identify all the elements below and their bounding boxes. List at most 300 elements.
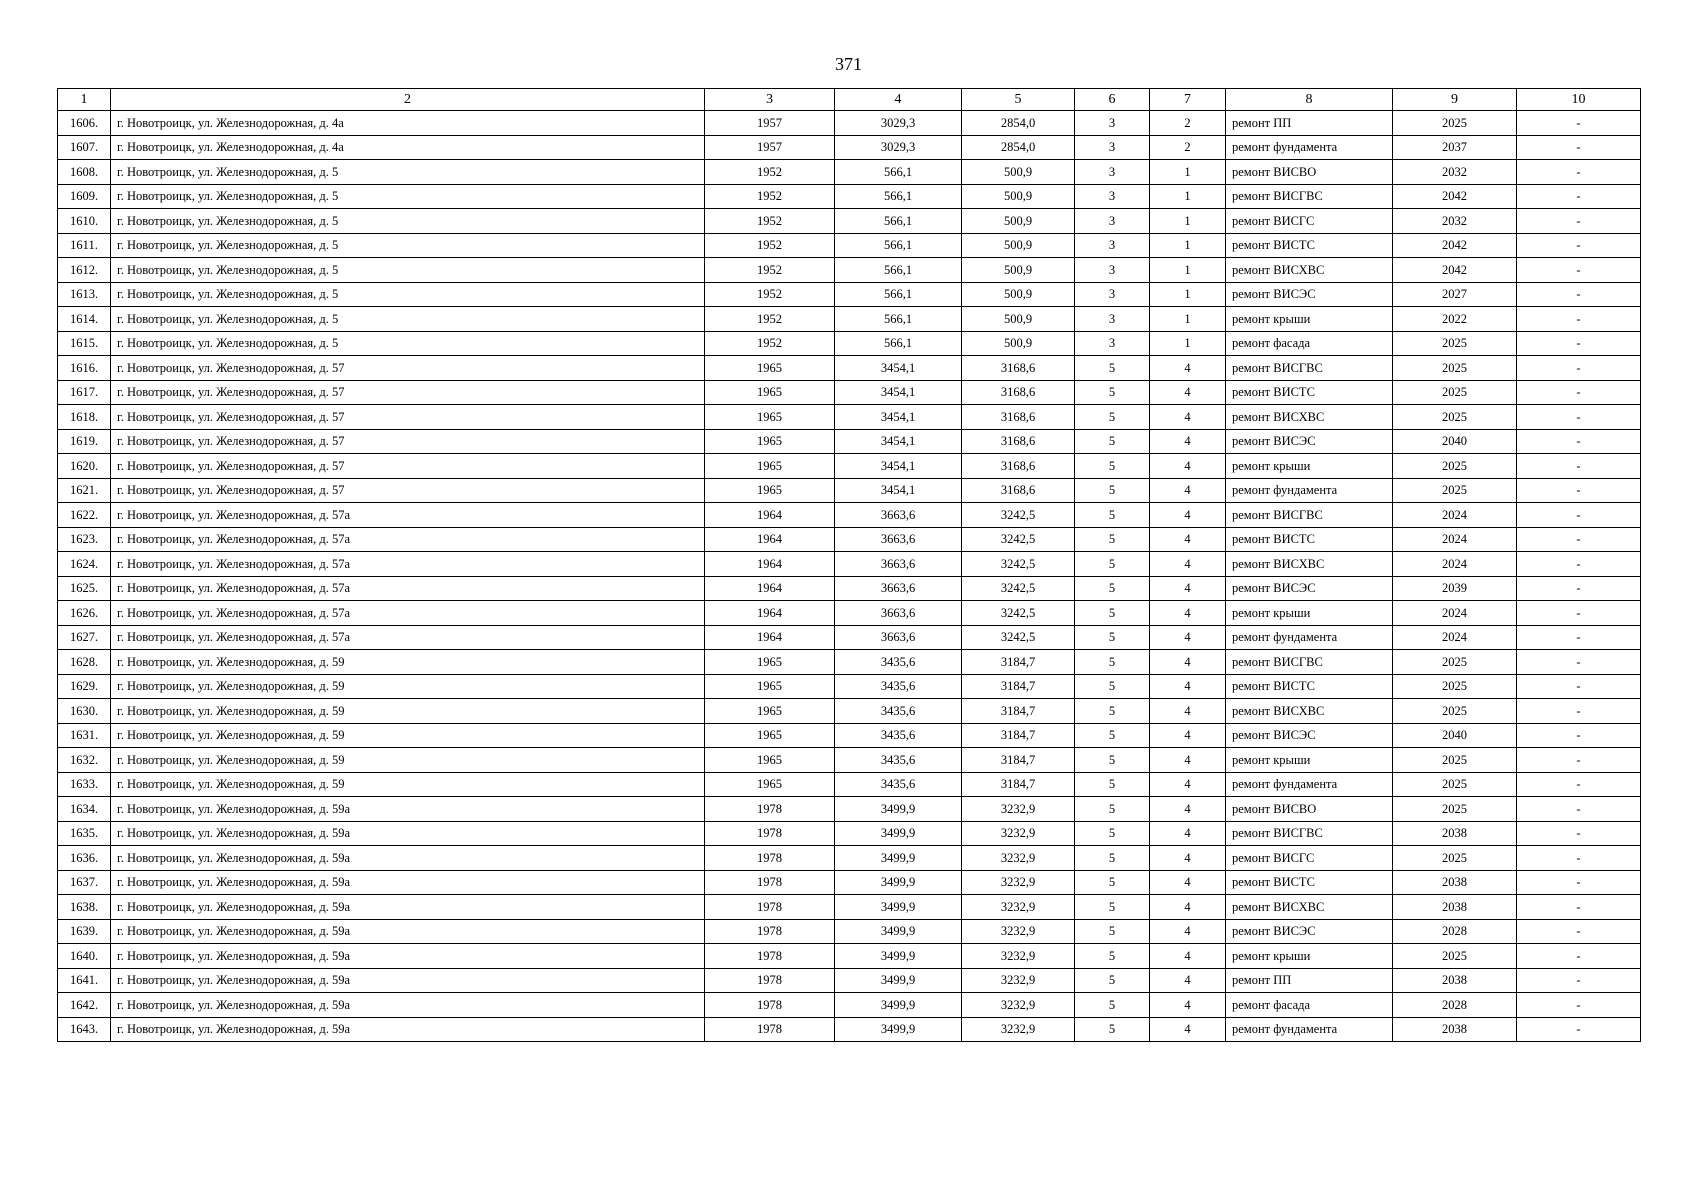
living-area-cell: 3184,7 — [962, 699, 1075, 724]
row-number-cell: 1609. — [58, 184, 111, 209]
row-number-cell: 1636. — [58, 846, 111, 871]
work-type-cell: ремонт ВИСЭС — [1226, 723, 1393, 748]
floors-cell: 5 — [1075, 1017, 1150, 1042]
address-cell: г. Новотроицк, ул. Железнодорожная, д. 59а — [111, 821, 705, 846]
year-built-cell: 1965 — [705, 772, 835, 797]
total-area-cell: 566,1 — [835, 233, 962, 258]
total-area-cell: 3454,1 — [835, 478, 962, 503]
row-number-cell: 1618. — [58, 405, 111, 430]
table-row — [58, 772, 1641, 797]
note-cell: - — [1517, 454, 1641, 479]
floors-cell: 3 — [1075, 282, 1150, 307]
entrances-cell: 4 — [1150, 846, 1226, 871]
floors-cell: 3 — [1075, 135, 1150, 160]
work-type-cell: ремонт ВИСХВС — [1226, 258, 1393, 283]
column-header-1: 1 — [58, 89, 111, 111]
planned-year-cell: 2024 — [1393, 625, 1517, 650]
entrances-cell: 4 — [1150, 601, 1226, 626]
year-built-cell: 1965 — [705, 650, 835, 675]
living-area-cell: 3168,6 — [962, 454, 1075, 479]
work-type-cell: ремонт ВИСХВС — [1226, 552, 1393, 577]
address-cell: г. Новотроицк, ул. Железнодорожная, д. 57 — [111, 454, 705, 479]
table-row — [58, 184, 1641, 209]
entrances-cell: 4 — [1150, 723, 1226, 748]
living-area-cell: 3232,9 — [962, 821, 1075, 846]
row-number-cell: 1633. — [58, 772, 111, 797]
planned-year-cell: 2025 — [1393, 748, 1517, 773]
total-area-cell: 566,1 — [835, 209, 962, 234]
column-header-4: 4 — [835, 89, 962, 111]
table-row — [58, 919, 1641, 944]
floors-cell: 3 — [1075, 160, 1150, 185]
row-number-cell: 1616. — [58, 356, 111, 381]
total-area-cell: 3499,9 — [835, 919, 962, 944]
table-row — [58, 331, 1641, 356]
floors-cell: 5 — [1075, 772, 1150, 797]
living-area-cell: 3232,9 — [962, 895, 1075, 920]
row-number-cell: 1631. — [58, 723, 111, 748]
note-cell: - — [1517, 429, 1641, 454]
note-cell: - — [1517, 209, 1641, 234]
floors-cell: 5 — [1075, 527, 1150, 552]
living-area-cell: 3242,5 — [962, 503, 1075, 528]
note-cell: - — [1517, 111, 1641, 136]
year-built-cell: 1965 — [705, 699, 835, 724]
floors-cell: 5 — [1075, 503, 1150, 528]
table-row — [58, 944, 1641, 969]
entrances-cell: 1 — [1150, 233, 1226, 258]
note-cell: - — [1517, 895, 1641, 920]
column-header-7: 7 — [1150, 89, 1226, 111]
floors-cell: 5 — [1075, 968, 1150, 993]
entrances-cell: 4 — [1150, 993, 1226, 1018]
address-cell: г. Новотроицк, ул. Железнодорожная, д. 4а — [111, 111, 705, 136]
work-type-cell: ремонт ВИСХВС — [1226, 405, 1393, 430]
total-area-cell: 3435,6 — [835, 723, 962, 748]
floors-cell: 5 — [1075, 625, 1150, 650]
row-number-cell: 1614. — [58, 307, 111, 332]
address-cell: г. Новотроицк, ул. Железнодорожная, д. 59 — [111, 748, 705, 773]
living-area-cell: 500,9 — [962, 307, 1075, 332]
planned-year-cell: 2042 — [1393, 233, 1517, 258]
table-row — [58, 527, 1641, 552]
note-cell: - — [1517, 233, 1641, 258]
total-area-cell: 566,1 — [835, 282, 962, 307]
year-built-cell: 1964 — [705, 527, 835, 552]
entrances-cell: 4 — [1150, 625, 1226, 650]
row-number-cell: 1634. — [58, 797, 111, 822]
work-type-cell: ремонт фундамента — [1226, 135, 1393, 160]
table-row — [58, 233, 1641, 258]
living-area-cell: 3232,9 — [962, 944, 1075, 969]
address-cell: г. Новотроицк, ул. Железнодорожная, д. 57а — [111, 601, 705, 626]
total-area-cell: 3499,9 — [835, 821, 962, 846]
total-area-cell: 566,1 — [835, 331, 962, 356]
work-type-cell: ремонт ВИСТС — [1226, 380, 1393, 405]
living-area-cell: 3232,9 — [962, 797, 1075, 822]
note-cell: - — [1517, 1017, 1641, 1042]
planned-year-cell: 2024 — [1393, 552, 1517, 577]
row-number-cell: 1610. — [58, 209, 111, 234]
planned-year-cell: 2024 — [1393, 527, 1517, 552]
note-cell: - — [1517, 503, 1641, 528]
repair-registry-table — [57, 88, 1641, 1042]
year-built-cell: 1964 — [705, 601, 835, 626]
row-number-cell: 1635. — [58, 821, 111, 846]
living-area-cell: 3242,5 — [962, 576, 1075, 601]
living-area-cell: 3232,9 — [962, 870, 1075, 895]
year-built-cell: 1957 — [705, 111, 835, 136]
entrances-cell: 4 — [1150, 1017, 1226, 1042]
note-cell: - — [1517, 772, 1641, 797]
floors-cell: 5 — [1075, 601, 1150, 626]
entrances-cell: 4 — [1150, 478, 1226, 503]
floors-cell: 5 — [1075, 699, 1150, 724]
living-area-cell: 3242,5 — [962, 552, 1075, 577]
total-area-cell: 566,1 — [835, 160, 962, 185]
planned-year-cell: 2028 — [1393, 919, 1517, 944]
planned-year-cell: 2025 — [1393, 380, 1517, 405]
note-cell: - — [1517, 748, 1641, 773]
floors-cell: 5 — [1075, 748, 1150, 773]
living-area-cell: 500,9 — [962, 184, 1075, 209]
address-cell: г. Новотроицк, ул. Железнодорожная, д. 5 — [111, 258, 705, 283]
planned-year-cell: 2039 — [1393, 576, 1517, 601]
note-cell: - — [1517, 797, 1641, 822]
table-row — [58, 405, 1641, 430]
entrances-cell: 4 — [1150, 503, 1226, 528]
living-area-cell: 3168,6 — [962, 380, 1075, 405]
living-area-cell: 500,9 — [962, 209, 1075, 234]
year-built-cell: 1952 — [705, 184, 835, 209]
table-body — [58, 111, 1641, 1042]
work-type-cell: ремонт ВИСТС — [1226, 870, 1393, 895]
column-header-3: 3 — [705, 89, 835, 111]
floors-cell: 5 — [1075, 405, 1150, 430]
total-area-cell: 3499,9 — [835, 895, 962, 920]
floors-cell: 5 — [1075, 429, 1150, 454]
table-row — [58, 846, 1641, 871]
row-number-cell: 1612. — [58, 258, 111, 283]
table-row — [58, 1017, 1641, 1042]
table-row — [58, 282, 1641, 307]
table-row — [58, 209, 1641, 234]
year-built-cell: 1965 — [705, 748, 835, 773]
table-row — [58, 601, 1641, 626]
note-cell: - — [1517, 993, 1641, 1018]
table-row — [58, 576, 1641, 601]
planned-year-cell: 2032 — [1393, 160, 1517, 185]
entrances-cell: 4 — [1150, 356, 1226, 381]
work-type-cell: ремонт ВИСЭС — [1226, 429, 1393, 454]
year-built-cell: 1964 — [705, 503, 835, 528]
total-area-cell: 3499,9 — [835, 870, 962, 895]
row-number-cell: 1629. — [58, 674, 111, 699]
year-built-cell: 1952 — [705, 331, 835, 356]
work-type-cell: ремонт ВИСХВС — [1226, 699, 1393, 724]
floors-cell: 5 — [1075, 674, 1150, 699]
entrances-cell: 1 — [1150, 209, 1226, 234]
work-type-cell: ремонт ВИСГВС — [1226, 503, 1393, 528]
planned-year-cell: 2025 — [1393, 111, 1517, 136]
note-cell: - — [1517, 944, 1641, 969]
entrances-cell: 4 — [1150, 380, 1226, 405]
table-row — [58, 797, 1641, 822]
row-number-cell: 1619. — [58, 429, 111, 454]
planned-year-cell: 2028 — [1393, 993, 1517, 1018]
row-number-cell: 1627. — [58, 625, 111, 650]
row-number-cell: 1624. — [58, 552, 111, 577]
entrances-cell: 2 — [1150, 111, 1226, 136]
year-built-cell: 1978 — [705, 846, 835, 871]
year-built-cell: 1965 — [705, 380, 835, 405]
row-number-cell: 1617. — [58, 380, 111, 405]
work-type-cell: ремонт ВИСТС — [1226, 233, 1393, 258]
living-area-cell: 3242,5 — [962, 527, 1075, 552]
note-cell: - — [1517, 552, 1641, 577]
floors-cell: 5 — [1075, 797, 1150, 822]
row-number-cell: 1639. — [58, 919, 111, 944]
floors-cell: 3 — [1075, 184, 1150, 209]
note-cell: - — [1517, 135, 1641, 160]
floors-cell: 5 — [1075, 919, 1150, 944]
total-area-cell: 3029,3 — [835, 111, 962, 136]
table-row — [58, 895, 1641, 920]
living-area-cell: 3184,7 — [962, 723, 1075, 748]
year-built-cell: 1978 — [705, 895, 835, 920]
work-type-cell: ремонт фундамента — [1226, 625, 1393, 650]
row-number-cell: 1611. — [58, 233, 111, 258]
year-built-cell: 1952 — [705, 160, 835, 185]
planned-year-cell: 2025 — [1393, 331, 1517, 356]
living-area-cell: 3232,9 — [962, 1017, 1075, 1042]
row-number-cell: 1613. — [58, 282, 111, 307]
address-cell: г. Новотроицк, ул. Железнодорожная, д. 57а — [111, 527, 705, 552]
living-area-cell: 500,9 — [962, 258, 1075, 283]
address-cell: г. Новотроицк, ул. Железнодорожная, д. 59 — [111, 772, 705, 797]
year-built-cell: 1964 — [705, 576, 835, 601]
planned-year-cell: 2027 — [1393, 282, 1517, 307]
table-row — [58, 258, 1641, 283]
floors-cell: 5 — [1075, 478, 1150, 503]
floors-cell: 5 — [1075, 380, 1150, 405]
address-cell: г. Новотроицк, ул. Железнодорожная, д. 57 — [111, 478, 705, 503]
year-built-cell: 1952 — [705, 282, 835, 307]
living-area-cell: 500,9 — [962, 160, 1075, 185]
floors-cell: 3 — [1075, 233, 1150, 258]
planned-year-cell: 2038 — [1393, 870, 1517, 895]
planned-year-cell: 2038 — [1393, 1017, 1517, 1042]
floors-cell: 5 — [1075, 576, 1150, 601]
planned-year-cell: 2040 — [1393, 429, 1517, 454]
note-cell: - — [1517, 919, 1641, 944]
note-cell: - — [1517, 968, 1641, 993]
total-area-cell: 3663,6 — [835, 527, 962, 552]
living-area-cell: 3168,6 — [962, 478, 1075, 503]
row-number-cell: 1615. — [58, 331, 111, 356]
note-cell: - — [1517, 356, 1641, 381]
living-area-cell: 3242,5 — [962, 601, 1075, 626]
planned-year-cell: 2025 — [1393, 772, 1517, 797]
note-cell: - — [1517, 625, 1641, 650]
work-type-cell: ремонт фасада — [1226, 331, 1393, 356]
year-built-cell: 1952 — [705, 258, 835, 283]
total-area-cell: 3454,1 — [835, 405, 962, 430]
table-row — [58, 699, 1641, 724]
address-cell: г. Новотроицк, ул. Железнодорожная, д. 59а — [111, 895, 705, 920]
total-area-cell: 3435,6 — [835, 650, 962, 675]
total-area-cell: 3454,1 — [835, 356, 962, 381]
address-cell: г. Новотроицк, ул. Железнодорожная, д. 57а — [111, 503, 705, 528]
total-area-cell: 3499,9 — [835, 993, 962, 1018]
floors-cell: 5 — [1075, 723, 1150, 748]
living-area-cell: 3184,7 — [962, 748, 1075, 773]
entrances-cell: 4 — [1150, 699, 1226, 724]
row-number-cell: 1607. — [58, 135, 111, 160]
year-built-cell: 1965 — [705, 723, 835, 748]
table-row — [58, 748, 1641, 773]
address-cell: г. Новотроицк, ул. Железнодорожная, д. 57 — [111, 429, 705, 454]
living-area-cell: 500,9 — [962, 282, 1075, 307]
row-number-cell: 1625. — [58, 576, 111, 601]
address-cell: г. Новотроицк, ул. Железнодорожная, д. 5 — [111, 331, 705, 356]
work-type-cell: ремонт ВИСТС — [1226, 527, 1393, 552]
total-area-cell: 3663,6 — [835, 552, 962, 577]
work-type-cell: ремонт ПП — [1226, 968, 1393, 993]
entrances-cell: 1 — [1150, 307, 1226, 332]
living-area-cell: 2854,0 — [962, 111, 1075, 136]
floors-cell: 3 — [1075, 331, 1150, 356]
work-type-cell: ремонт ВИСГС — [1226, 209, 1393, 234]
year-built-cell: 1978 — [705, 919, 835, 944]
total-area-cell: 3499,9 — [835, 944, 962, 969]
entrances-cell: 1 — [1150, 331, 1226, 356]
note-cell: - — [1517, 527, 1641, 552]
floors-cell: 3 — [1075, 209, 1150, 234]
work-type-cell: ремонт фундамента — [1226, 478, 1393, 503]
entrances-cell: 4 — [1150, 405, 1226, 430]
work-type-cell: ремонт крыши — [1226, 454, 1393, 479]
table-row — [58, 503, 1641, 528]
column-header-8: 8 — [1226, 89, 1393, 111]
table-row — [58, 674, 1641, 699]
header-row — [58, 89, 1641, 111]
address-cell: г. Новотроицк, ул. Железнодорожная, д. 57а — [111, 552, 705, 577]
floors-cell: 3 — [1075, 258, 1150, 283]
address-cell: г. Новотроицк, ул. Железнодорожная, д. 57а — [111, 625, 705, 650]
table-row — [58, 307, 1641, 332]
address-cell: г. Новотроицк, ул. Железнодорожная, д. 59а — [111, 993, 705, 1018]
row-number-cell: 1621. — [58, 478, 111, 503]
work-type-cell: ремонт крыши — [1226, 307, 1393, 332]
work-type-cell: ремонт ПП — [1226, 111, 1393, 136]
entrances-cell: 1 — [1150, 258, 1226, 283]
entrances-cell: 1 — [1150, 282, 1226, 307]
note-cell: - — [1517, 699, 1641, 724]
table-row — [58, 723, 1641, 748]
planned-year-cell: 2038 — [1393, 968, 1517, 993]
entrances-cell: 1 — [1150, 160, 1226, 185]
note-cell: - — [1517, 821, 1641, 846]
planned-year-cell: 2025 — [1393, 699, 1517, 724]
row-number-cell: 1620. — [58, 454, 111, 479]
floors-cell: 5 — [1075, 821, 1150, 846]
note-cell: - — [1517, 674, 1641, 699]
address-cell: г. Новотроицк, ул. Железнодорожная, д. 59 — [111, 699, 705, 724]
note-cell: - — [1517, 846, 1641, 871]
living-area-cell: 3232,9 — [962, 919, 1075, 944]
total-area-cell: 3499,9 — [835, 846, 962, 871]
year-built-cell: 1978 — [705, 821, 835, 846]
entrances-cell: 4 — [1150, 919, 1226, 944]
year-built-cell: 1978 — [705, 797, 835, 822]
note-cell: - — [1517, 405, 1641, 430]
living-area-cell: 3184,7 — [962, 650, 1075, 675]
living-area-cell: 3184,7 — [962, 674, 1075, 699]
work-type-cell: ремонт ВИСГВС — [1226, 821, 1393, 846]
living-area-cell: 3232,9 — [962, 993, 1075, 1018]
planned-year-cell: 2038 — [1393, 895, 1517, 920]
entrances-cell: 4 — [1150, 797, 1226, 822]
year-built-cell: 1978 — [705, 968, 835, 993]
year-built-cell: 1978 — [705, 870, 835, 895]
total-area-cell: 3663,6 — [835, 625, 962, 650]
address-cell: г. Новотроицк, ул. Железнодорожная, д. 59а — [111, 919, 705, 944]
row-number-cell: 1641. — [58, 968, 111, 993]
planned-year-cell: 2025 — [1393, 405, 1517, 430]
address-cell: г. Новотроицк, ул. Железнодорожная, д. 5 — [111, 160, 705, 185]
living-area-cell: 3232,9 — [962, 968, 1075, 993]
living-area-cell: 3168,6 — [962, 356, 1075, 381]
table-row — [58, 870, 1641, 895]
total-area-cell: 3029,3 — [835, 135, 962, 160]
address-cell: г. Новотроицк, ул. Железнодорожная, д. 59 — [111, 723, 705, 748]
year-built-cell: 1965 — [705, 405, 835, 430]
note-cell: - — [1517, 307, 1641, 332]
total-area-cell: 3499,9 — [835, 1017, 962, 1042]
note-cell: - — [1517, 870, 1641, 895]
planned-year-cell: 2025 — [1393, 454, 1517, 479]
floors-cell: 3 — [1075, 307, 1150, 332]
living-area-cell: 3184,7 — [962, 772, 1075, 797]
work-type-cell: ремонт ВИСТС — [1226, 674, 1393, 699]
planned-year-cell: 2022 — [1393, 307, 1517, 332]
work-type-cell: ремонт ВИСХВС — [1226, 895, 1393, 920]
note-cell: - — [1517, 184, 1641, 209]
work-type-cell: ремонт фасада — [1226, 993, 1393, 1018]
work-type-cell: ремонт ВИСГС — [1226, 846, 1393, 871]
entrances-cell: 1 — [1150, 184, 1226, 209]
work-type-cell: ремонт ВИСГВС — [1226, 184, 1393, 209]
planned-year-cell: 2025 — [1393, 650, 1517, 675]
floors-cell: 5 — [1075, 993, 1150, 1018]
entrances-cell: 4 — [1150, 772, 1226, 797]
note-cell: - — [1517, 576, 1641, 601]
address-cell: г. Новотроицк, ул. Железнодорожная, д. 59а — [111, 968, 705, 993]
total-area-cell: 3454,1 — [835, 429, 962, 454]
year-built-cell: 1964 — [705, 625, 835, 650]
year-built-cell: 1957 — [705, 135, 835, 160]
total-area-cell: 3663,6 — [835, 503, 962, 528]
total-area-cell: 3663,6 — [835, 601, 962, 626]
year-built-cell: 1965 — [705, 454, 835, 479]
planned-year-cell: 2040 — [1393, 723, 1517, 748]
planned-year-cell: 2025 — [1393, 846, 1517, 871]
living-area-cell: 500,9 — [962, 331, 1075, 356]
entrances-cell: 4 — [1150, 895, 1226, 920]
total-area-cell: 566,1 — [835, 184, 962, 209]
entrances-cell: 4 — [1150, 870, 1226, 895]
